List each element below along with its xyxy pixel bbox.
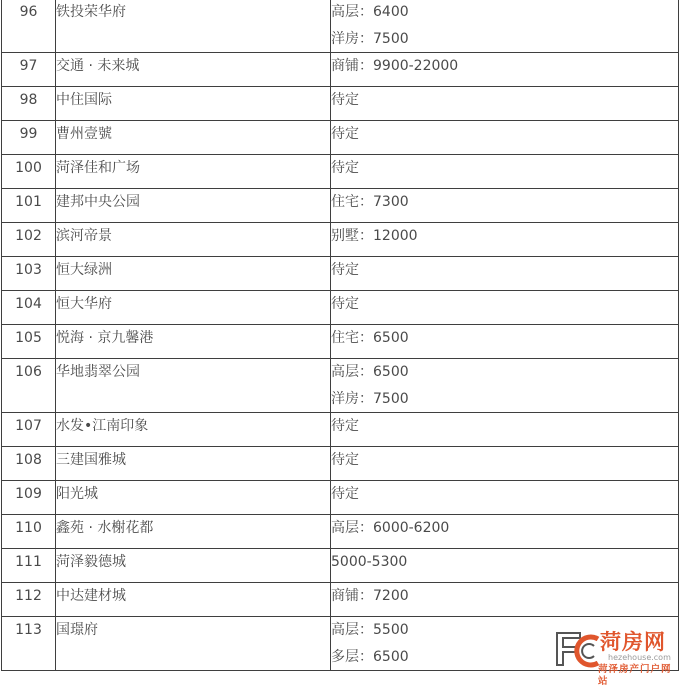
project-name: 滨河帝景 [56,228,112,244]
row-number-cell [2,515,56,549]
price-cell [331,257,679,291]
table-row [2,189,679,223]
row-number: 107 [15,418,42,434]
price-line: 洋房：7500 [331,390,409,407]
row-number: 112 [15,588,42,604]
project-name: 恒大华府 [56,296,112,312]
project-name: 华地翡翠公园 [56,364,140,380]
project-name-cell [56,223,331,257]
price-cell [331,291,679,325]
watermark-domain: hezehouse.com [608,653,671,662]
price-table-body [2,0,679,671]
project-name: 曹州壹號 [56,126,112,142]
row-number-cell [2,223,56,257]
price-line: 别墅：12000 [331,228,418,244]
row-number: 102 [15,228,42,244]
row-number-cell [2,583,56,617]
row-number: 101 [15,194,42,210]
project-name-cell [56,53,331,87]
row-number: 97 [19,58,38,74]
project-name: 菏泽毅德城 [56,554,126,570]
row-number-cell [2,549,56,583]
row-number: 100 [15,160,42,176]
row-number-cell [2,0,56,53]
row-number-cell [2,291,56,325]
project-name: 鑫苑 · 水榭花都 [56,520,154,536]
project-name: 三建国雅城 [56,452,126,468]
project-name: 水发•江南印象 [56,418,149,434]
project-name: 中住国际 [56,92,112,108]
table-row [2,121,679,155]
row-number-cell [2,155,56,189]
row-number-cell [2,413,56,447]
price-line: 待定 [331,418,359,434]
project-name-cell [56,447,331,481]
row-number-cell [2,617,56,671]
price-cell [331,447,679,481]
price-line: 高层：6400 [331,4,409,20]
table-row [2,549,679,583]
row-number-cell [2,325,56,359]
table-row [2,583,679,617]
table-row [2,359,679,413]
row-number: 98 [19,92,38,108]
price-line: 高层：5500 [331,622,409,638]
project-name: 阳光城 [56,486,98,502]
table-row [2,481,679,515]
price-table [1,0,679,671]
row-number: 111 [15,554,42,570]
watermark-tagline: 菏泽房产门户网站 [598,664,672,687]
table-row [2,291,679,325]
project-name: 恒大绿洲 [56,262,112,278]
table-row [2,257,679,291]
row-number: 99 [19,126,38,142]
table-row [2,223,679,257]
price-line: 待定 [331,452,359,468]
row-number-cell [2,53,56,87]
project-name-cell [56,189,331,223]
row-number: 108 [15,452,42,468]
project-name-cell [56,617,331,671]
project-name: 中达建材城 [56,588,126,604]
table-row [2,53,679,87]
price-cell [331,583,679,617]
project-name: 铁投荣华府 [56,4,126,20]
row-number: 110 [15,520,42,536]
price-line: 高层：6500 [331,364,409,380]
table-row [2,0,679,53]
table-row [2,447,679,481]
price-cell [331,549,679,583]
row-number-cell [2,447,56,481]
price-line: 高层：6000-6200 [331,520,450,536]
price-line: 待定 [331,486,359,502]
price-cell [331,87,679,121]
project-name-cell [56,257,331,291]
watermark-title: 菏房网 [600,630,666,654]
price-line: 商铺：7200 [331,588,409,604]
table-row [2,325,679,359]
price-cell [331,359,679,413]
price-cell [331,481,679,515]
table-row [2,87,679,121]
project-name: 建邦中央公园 [56,194,140,210]
project-name-cell [56,155,331,189]
price-cell [331,325,679,359]
project-name-cell [56,481,331,515]
project-name-cell [56,121,331,155]
row-number: 106 [15,364,42,380]
price-cell [331,223,679,257]
site-watermark [554,629,680,687]
project-name-cell [56,291,331,325]
fc-logo-icon [554,629,600,671]
price-cell [331,155,679,189]
project-name: 国璟府 [56,622,98,638]
price-line: 待定 [331,262,359,278]
price-line: 待定 [331,160,359,176]
project-name-cell [56,87,331,121]
price-line: 洋房：7500 [331,30,409,47]
project-name-cell [56,0,331,53]
project-name-cell [56,413,331,447]
table-row [2,515,679,549]
price-cell [331,53,679,87]
price-cell [331,515,679,549]
row-number: 105 [15,330,42,346]
project-name-cell [56,515,331,549]
row-number-cell [2,359,56,413]
project-name-cell [56,325,331,359]
price-cell [331,121,679,155]
row-number-cell [2,481,56,515]
row-number: 109 [15,486,42,502]
price-cell [331,413,679,447]
row-number-cell [2,87,56,121]
price-line: 住宅：6500 [331,330,409,346]
price-line: 多层：6500 [331,648,409,665]
row-number: 96 [19,4,38,20]
project-name-cell [56,359,331,413]
table-row [2,155,679,189]
price-line: 待定 [331,92,359,108]
row-number-cell [2,257,56,291]
table-row [2,413,679,447]
project-name: 悦海 · 京九馨港 [56,330,154,346]
price-cell [331,189,679,223]
price-line: 5000-5300 [331,554,408,570]
row-number-cell [2,121,56,155]
row-number: 104 [15,296,42,312]
row-number-cell [2,189,56,223]
project-name: 菏泽佳和广场 [56,160,140,176]
price-line: 住宅：7300 [331,194,409,210]
row-number: 113 [15,622,42,638]
project-name-cell [56,549,331,583]
price-cell [331,0,679,53]
price-line: 待定 [331,296,359,312]
price-line: 商铺：9900-22000 [331,58,459,74]
project-name-cell [56,583,331,617]
price-line: 待定 [331,126,359,142]
row-number: 103 [15,262,42,278]
project-name: 交通 · 未来城 [56,58,140,74]
